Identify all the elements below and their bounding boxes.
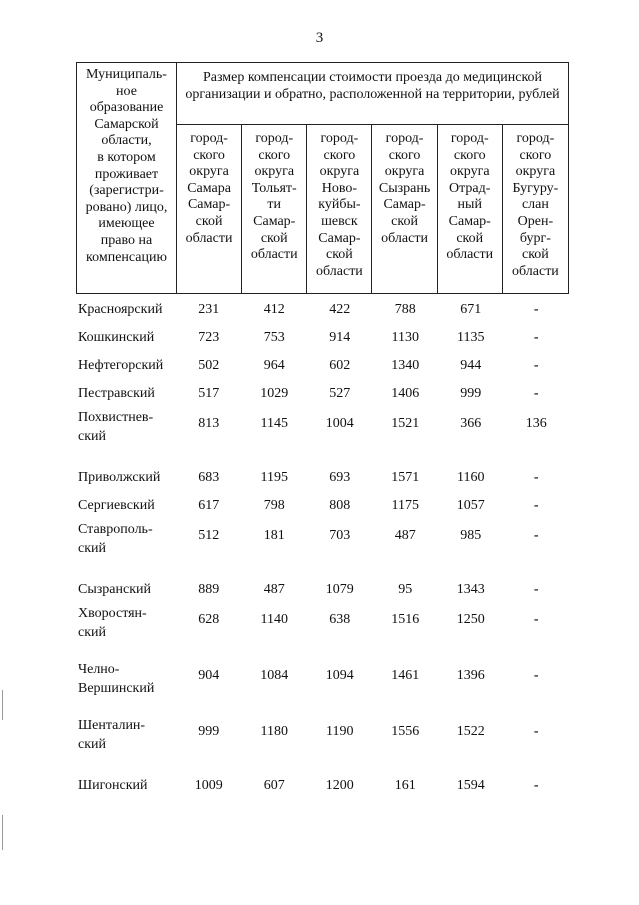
compensation-value: 1009 xyxy=(194,778,223,793)
compensation-value: 602 xyxy=(329,358,351,373)
compensation-value: 964 xyxy=(263,358,285,373)
municipality-name: Шигонский xyxy=(78,778,148,793)
compensation-value: 1175 xyxy=(391,498,419,513)
municipality-name: Нефтегорский xyxy=(78,358,164,373)
municipality-name: Похвистнев- ский xyxy=(78,410,154,444)
page-number: 3 xyxy=(315,30,324,46)
compensation-value: 1140 xyxy=(260,612,288,627)
compensation-value: 723 xyxy=(198,330,220,345)
table-row xyxy=(76,772,569,800)
column-header-tolyatti: город- ского округа Тольят- ти Самар- ской области xyxy=(242,125,307,293)
compensation-value: 1130 xyxy=(391,330,419,345)
compensation-value: - xyxy=(533,386,539,401)
compensation-value: 914 xyxy=(329,330,351,345)
compensation-value: 1200 xyxy=(325,778,354,793)
compensation-value: 1190 xyxy=(326,724,354,739)
compensation-value: 904 xyxy=(198,668,220,683)
compensation-value: 1522 xyxy=(456,724,485,739)
compensation-value: 798 xyxy=(263,498,285,513)
table-row xyxy=(76,492,569,520)
column-header-buguruslan: город- ского округа Бугуру- слан Орен- бург- ской области xyxy=(512,131,559,279)
compensation-value: 1396 xyxy=(456,668,485,683)
column-header-samara: город- ского округа Самара Самар- ской области xyxy=(177,125,242,293)
compensation-value: 502 xyxy=(198,358,220,373)
table-header xyxy=(76,62,569,294)
compensation-value: 136 xyxy=(525,416,547,431)
compensation-value: 889 xyxy=(198,582,220,597)
municipality-name: Сергиевский xyxy=(78,498,155,513)
compensation-value: 671 xyxy=(460,302,482,317)
compensation-value: 617 xyxy=(198,498,220,513)
table-body xyxy=(76,296,569,800)
table-row xyxy=(76,660,569,716)
compensation-value: 1145 xyxy=(260,416,288,431)
compensation-value: 1556 xyxy=(391,724,420,739)
municipality-name: Ставрополь- ский xyxy=(78,522,153,556)
compensation-value: 1195 xyxy=(260,470,288,485)
compensation-value: 1250 xyxy=(456,612,485,627)
compensation-group-header: Размер компенсации стоимости проезда до медицинской организации и обратно, расположенной на территории, рублей xyxy=(177,63,568,125)
table-row xyxy=(76,604,569,660)
table-row xyxy=(76,576,569,604)
compensation-value: 1160 xyxy=(457,470,485,485)
compensation-value: 1084 xyxy=(260,668,289,683)
column-header-otradny: город- ского округа Отрад- ный Самар- ской области xyxy=(438,125,503,293)
compensation-value: - xyxy=(533,470,539,485)
compensation-value: 1057 xyxy=(456,498,485,513)
table-row xyxy=(76,324,569,352)
municipality-name: Красноярский xyxy=(78,302,163,317)
compensation-value: 1340 xyxy=(391,358,420,373)
municipality-name: Пестравский xyxy=(78,386,155,401)
scan-artifact xyxy=(2,815,3,850)
column-header-syzran: город- ского округа Сызрань Самар- ской области xyxy=(372,125,437,293)
compensation-value: 944 xyxy=(460,358,482,373)
compensation-value: 628 xyxy=(198,612,220,627)
compensation-value: - xyxy=(533,582,539,597)
compensation-value: - xyxy=(533,330,539,345)
municipality-name: Кошкинский xyxy=(78,330,155,345)
table-row xyxy=(76,408,569,464)
compensation-value: 231 xyxy=(198,302,220,317)
compensation-value: - xyxy=(533,612,539,627)
column-header-novokuybyshevsk: город- ского округа Ново- куйбы- шевск Самар- ской области xyxy=(307,125,372,293)
compensation-value: 1594 xyxy=(456,778,485,793)
compensation-value: 1343 xyxy=(456,582,485,597)
compensation-value: 161 xyxy=(394,778,416,793)
table-row xyxy=(76,464,569,492)
municipality-name: Шенталин- ский xyxy=(78,718,146,752)
compensation-value: 703 xyxy=(329,528,351,543)
compensation-value: 788 xyxy=(394,302,416,317)
compensation-value: 412 xyxy=(263,302,285,317)
compensation-value: 985 xyxy=(460,528,482,543)
compensation-value: - xyxy=(533,528,539,543)
compensation-value: - xyxy=(533,668,539,683)
table-row xyxy=(76,352,569,380)
compensation-value: 366 xyxy=(460,416,482,431)
compensation-value: 813 xyxy=(198,416,220,431)
compensation-value: 1406 xyxy=(391,386,420,401)
municipality-column-header: Муниципаль- ное образование Самарской области, в котором проживает (зарегистри- ровано) лицо, имеющее право на компенсацию xyxy=(77,63,177,293)
compensation-value: 638 xyxy=(329,612,351,627)
compensation-value: 1029 xyxy=(260,386,289,401)
compensation-value: 1079 xyxy=(325,582,354,597)
compensation-value: 512 xyxy=(198,528,220,543)
compensation-value: 1094 xyxy=(325,668,354,683)
compensation-value: 487 xyxy=(394,528,416,543)
compensation-value: 95 xyxy=(398,582,413,597)
compensation-value: 753 xyxy=(263,330,285,345)
compensation-value: 1516 xyxy=(391,612,420,627)
scan-artifact xyxy=(2,690,3,720)
compensation-value: 487 xyxy=(263,582,285,597)
compensation-value: 1571 xyxy=(391,470,420,485)
municipality-name: Челно- Вершинский xyxy=(78,662,155,696)
table-row xyxy=(76,296,569,324)
compensation-value: - xyxy=(533,778,539,793)
compensation-value: - xyxy=(533,498,539,513)
compensation-value: 1180 xyxy=(260,724,288,739)
municipality-name: Приволжский xyxy=(78,470,161,485)
table-row xyxy=(76,520,569,576)
compensation-value: 1521 xyxy=(391,416,420,431)
compensation-value: 683 xyxy=(198,470,220,485)
compensation-value: 999 xyxy=(460,386,482,401)
compensation-value: 607 xyxy=(263,778,285,793)
compensation-value: - xyxy=(533,302,539,317)
municipality-name: Сызранский xyxy=(78,582,151,597)
compensation-value: 1461 xyxy=(391,668,420,683)
compensation-value: 517 xyxy=(198,386,220,401)
table-row xyxy=(76,716,569,772)
table-row xyxy=(76,380,569,408)
compensation-value: - xyxy=(533,358,539,373)
compensation-value: - xyxy=(533,724,539,739)
compensation-value: 1004 xyxy=(325,416,354,431)
compensation-value: 422 xyxy=(329,302,351,317)
compensation-value: 808 xyxy=(329,498,351,513)
compensation-value: 999 xyxy=(198,724,220,739)
compensation-value: 527 xyxy=(329,386,351,401)
municipality-name: Хворостян- ский xyxy=(78,606,147,640)
compensation-value: 693 xyxy=(329,470,351,485)
compensation-value: 181 xyxy=(263,528,285,543)
compensation-value: 1135 xyxy=(457,330,485,345)
